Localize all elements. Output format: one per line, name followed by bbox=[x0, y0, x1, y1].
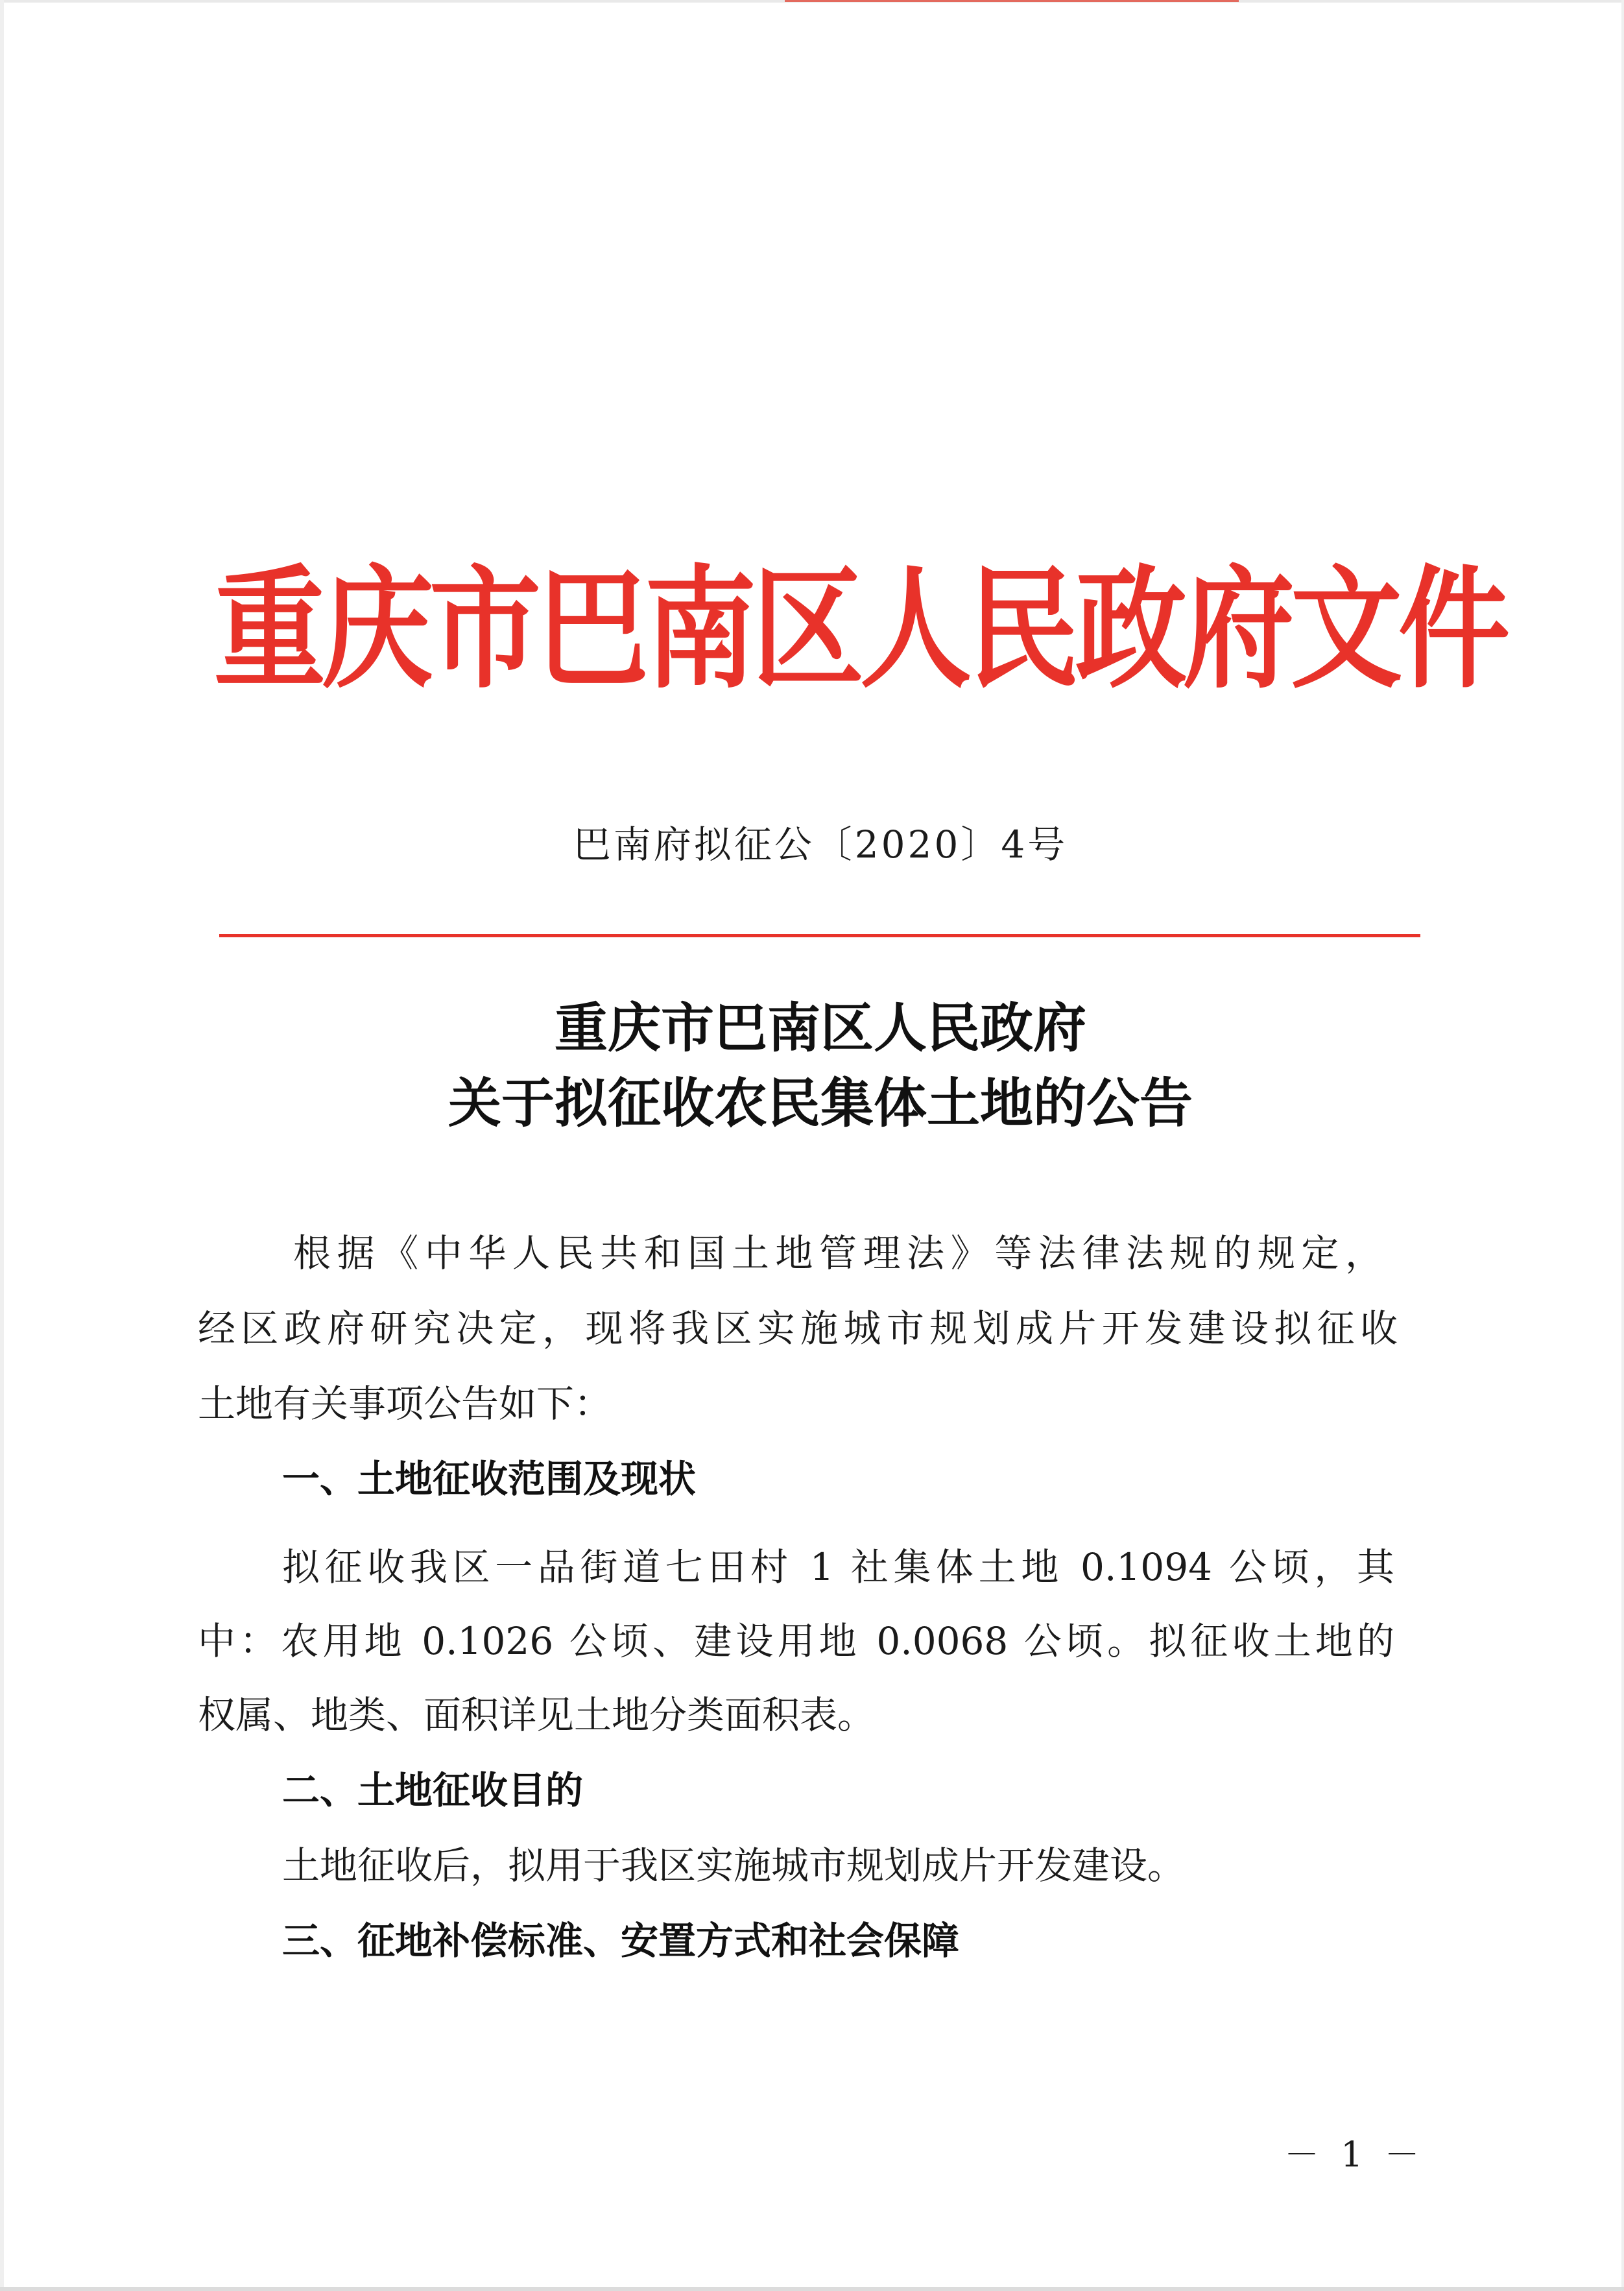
document-masthead: 重庆市巴南区人民政府文件 bbox=[214, 551, 1506, 706]
intro-line-1: 根据《中华人民共和国土地管理法》等法律法规的规定， bbox=[293, 1231, 1383, 1275]
scan-edge-bottom bbox=[0, 2287, 1624, 2291]
document-title-line-1: 重庆市巴南区人民政府 bbox=[554, 997, 1086, 1059]
scan-edge-right bbox=[1621, 0, 1624, 2291]
section-2-line-1: 土地征收后，拟用于我区实施城市规划成片开发建设。 bbox=[282, 1843, 1186, 1888]
red-separator-line bbox=[219, 934, 1420, 937]
section-1-line-2: 中：农用地 0.1026 公顷、建设用地 0.0068 公顷。拟征收土地的 bbox=[198, 1619, 1394, 1663]
scan-edge-left bbox=[0, 0, 4, 2291]
document-title-line-2: 关于拟征收农民集体土地的公告 bbox=[448, 1072, 1193, 1134]
page-number: － 1 － bbox=[1284, 2134, 1425, 2175]
section-1-heading: 一、土地征收范围及现状 bbox=[282, 1457, 697, 1501]
section-1-line-3: 权属、地类、面积详见土地分类面积表。 bbox=[198, 1693, 876, 1737]
scan-edge-red-mark bbox=[785, 0, 1239, 2]
section-2-heading: 二、土地征收目的 bbox=[282, 1768, 584, 1812]
section-3-heading: 三、征地补偿标准、安置方式和社会保障 bbox=[282, 1919, 960, 1963]
intro-line-3: 土地有关事项公告如下： bbox=[198, 1382, 612, 1426]
intro-line-2: 经区政府研究决定，现将我区实施城市规划成片开发建设拟征收 bbox=[198, 1306, 1398, 1350]
section-1-line-1: 拟征收我区一品街道七田村 1 社集体土地 0.1094 公顷，其 bbox=[282, 1545, 1394, 1589]
document-number: 巴南府拟征公〔2020〕4号 bbox=[573, 822, 1068, 867]
